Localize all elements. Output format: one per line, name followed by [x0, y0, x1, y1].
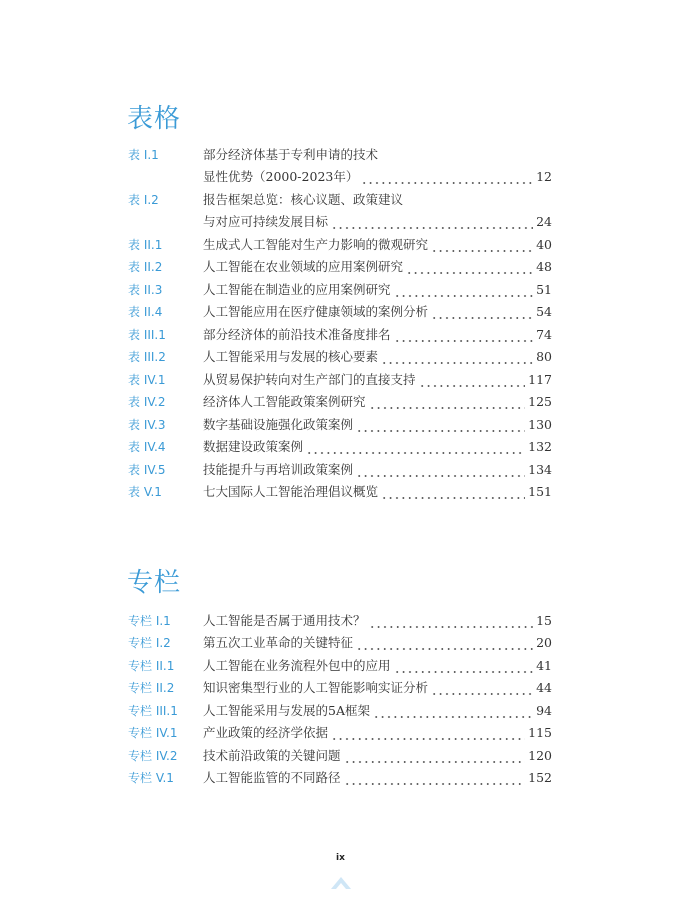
- entry-label: 表 I.1: [128, 147, 159, 162]
- entry-label: 表 III.1: [128, 327, 166, 342]
- entry-title: 人工智能采用与发展的核心要素: [203, 349, 379, 364]
- entry-page-number: 40: [536, 236, 552, 252]
- entry-label: 表 IV.3: [128, 417, 166, 432]
- toc-entry[interactable]: [128, 478, 552, 501]
- entry-label: 表 III.2: [128, 350, 166, 364]
- toc-entry[interactable]: [128, 674, 552, 697]
- entry-label: 专栏 IV.1: [128, 726, 178, 740]
- dot-leader: [431, 304, 533, 320]
- toc-entry[interactable]: [128, 208, 552, 231]
- entry-page-number: 15: [536, 612, 552, 628]
- toc-entry[interactable]: [128, 230, 552, 253]
- dot-leader: [373, 703, 533, 719]
- entry-label: 专栏 I.1: [128, 613, 171, 628]
- toc-entry[interactable]: [128, 433, 552, 456]
- toc-entry[interactable]: [128, 253, 552, 276]
- dot-leader: [361, 169, 533, 185]
- entry-page-number: 134: [528, 461, 552, 477]
- entry-label: 专栏 IV.2: [128, 748, 178, 763]
- entry-title: 与对应可持续发展目标: [203, 214, 329, 229]
- entry-page-number: 117: [528, 371, 552, 387]
- toc-entry[interactable]: [128, 410, 552, 433]
- entry-page-number: 24: [536, 214, 552, 229]
- entry-title: 显性优势（2000-2023年）: [203, 169, 359, 184]
- entry-page-number: 130: [528, 416, 552, 432]
- entry-title: 部分经济体的前沿技术准备度排名: [203, 326, 391, 342]
- entry-title: 数字基础设施强化政策案例: [203, 416, 354, 432]
- entry-page-number: 74: [536, 326, 552, 342]
- entry-label: 专栏 V.1: [128, 771, 174, 785]
- entry-title: 知识密集型行业的人工智能影响实证分析: [203, 680, 429, 695]
- entry-label: 表 II.1: [128, 237, 163, 252]
- entry-page-number: 94: [536, 702, 552, 718]
- toc-entry[interactable]: [128, 140, 552, 163]
- entry-page-number: 51: [536, 281, 552, 297]
- dot-leader: [431, 237, 533, 253]
- tables-heading: 表格: [127, 104, 182, 134]
- entry-title: 部分经济体基于专利申请的技术: [203, 146, 379, 162]
- entry-title: 技术前沿政策的关键问题: [203, 747, 341, 763]
- dot-leader: [394, 658, 534, 674]
- toc-entry[interactable]: [128, 365, 552, 388]
- entry-page-number: 48: [536, 259, 552, 274]
- toc-entry[interactable]: [128, 719, 552, 742]
- dot-leader: [344, 748, 526, 764]
- entry-page-number: 44: [536, 680, 552, 695]
- entry-title: 经济体人工智能政策案例研究: [203, 394, 366, 409]
- entry-title: 生成式人工智能对生产力影响的微观研究: [203, 236, 429, 252]
- entry-label: 表 IV.5: [128, 462, 166, 477]
- toc-entry[interactable]: [128, 343, 552, 366]
- dot-leader: [419, 372, 526, 388]
- entry-title: 人工智能采用与发展的5A框架: [203, 702, 370, 718]
- entry-label: 表 IV.1: [128, 372, 166, 387]
- entry-title: 从贸易保护转向对生产部门的直接支持: [203, 371, 416, 387]
- dot-leader: [394, 327, 534, 343]
- entry-title: 人工智能在农业领域的应用案例研究: [203, 259, 404, 274]
- entry-page-number: 80: [536, 349, 552, 364]
- dot-leader: [344, 770, 526, 786]
- entry-page-number: 12: [536, 169, 552, 184]
- toc-entry[interactable]: [128, 764, 552, 787]
- entry-title: 人工智能在业务流程外包中的应用: [203, 657, 391, 673]
- dot-leader: [394, 282, 534, 298]
- toc-entry[interactable]: [128, 696, 552, 719]
- boxes-heading: 专栏: [127, 568, 182, 598]
- dot-leader: [331, 725, 525, 741]
- dot-leader: [431, 680, 533, 696]
- dot-leader: [406, 259, 533, 275]
- toc-entry[interactable]: [128, 741, 552, 764]
- tables-list: [128, 140, 552, 500]
- entry-label: 表 II.4: [128, 305, 163, 319]
- entry-title: 人工智能监管的不同路径: [203, 770, 341, 785]
- toc-entry[interactable]: [128, 275, 552, 298]
- entry-label: 表 II.3: [128, 282, 163, 297]
- entry-page-number: 120: [528, 747, 552, 763]
- dot-leader: [356, 417, 525, 433]
- entry-page-number: 20: [536, 635, 552, 650]
- dot-leader: [381, 349, 533, 365]
- entry-label: 专栏 II.1: [128, 658, 175, 673]
- entry-label: 专栏 III.1: [128, 703, 178, 718]
- entry-title: 人工智能是否属于通用技术？: [203, 612, 366, 628]
- dot-leader: [369, 613, 534, 629]
- entry-page-number: 132: [528, 439, 552, 454]
- entry-page-number: 54: [536, 304, 552, 319]
- dot-leader: [381, 484, 525, 500]
- entry-label: 专栏 I.2: [128, 636, 171, 650]
- boxes-list: [128, 606, 552, 786]
- toc-entry[interactable]: [128, 320, 552, 343]
- entry-label: 表 IV.2: [128, 395, 166, 409]
- page-number: ix: [336, 853, 345, 863]
- dot-leader: [356, 462, 525, 478]
- toc-entry[interactable]: [128, 651, 552, 674]
- toc-entry[interactable]: [128, 455, 552, 478]
- entry-label: 表 I.2: [128, 192, 159, 207]
- dot-leader: [331, 214, 533, 230]
- toc-entry[interactable]: [128, 298, 552, 321]
- entry-title: 技能提升与再培训政策案例: [203, 461, 354, 477]
- entry-title: 数据建设政策案例: [203, 439, 304, 454]
- entry-page-number: 151: [528, 484, 552, 499]
- entry-page-number: 125: [528, 394, 552, 409]
- dot-leader: [369, 394, 526, 410]
- entry-label: 专栏 II.2: [128, 681, 175, 695]
- entry-title: 产业政策的经济学依据: [203, 725, 329, 740]
- chevron-up-icon: [329, 873, 353, 891]
- toc-entry[interactable]: [128, 629, 552, 652]
- entry-title: 报告框架总览：核心议题、政策建议: [203, 191, 404, 207]
- toc-entry[interactable]: [128, 606, 552, 629]
- dot-leader: [306, 439, 525, 455]
- entry-page-number: 41: [536, 657, 552, 673]
- toc-entry[interactable]: [128, 388, 552, 411]
- entry-label: 表 V.1: [128, 485, 162, 499]
- entry-title: 七大国际人工智能治理倡议概览: [203, 484, 379, 499]
- entry-label: 表 II.2: [128, 260, 163, 274]
- entry-title: 第五次工业革命的关键特征: [203, 635, 354, 650]
- entry-page-number: 152: [528, 770, 552, 785]
- dot-leader: [356, 635, 533, 651]
- entry-title: 人工智能应用在医疗健康领域的案例分析: [203, 304, 429, 319]
- entry-label: 表 IV.4: [128, 440, 166, 454]
- toc-entry[interactable]: [128, 163, 552, 186]
- toc-entry[interactable]: [128, 185, 552, 208]
- entry-title: 人工智能在制造业的应用案例研究: [203, 281, 391, 297]
- entry-page-number: 115: [528, 725, 552, 740]
